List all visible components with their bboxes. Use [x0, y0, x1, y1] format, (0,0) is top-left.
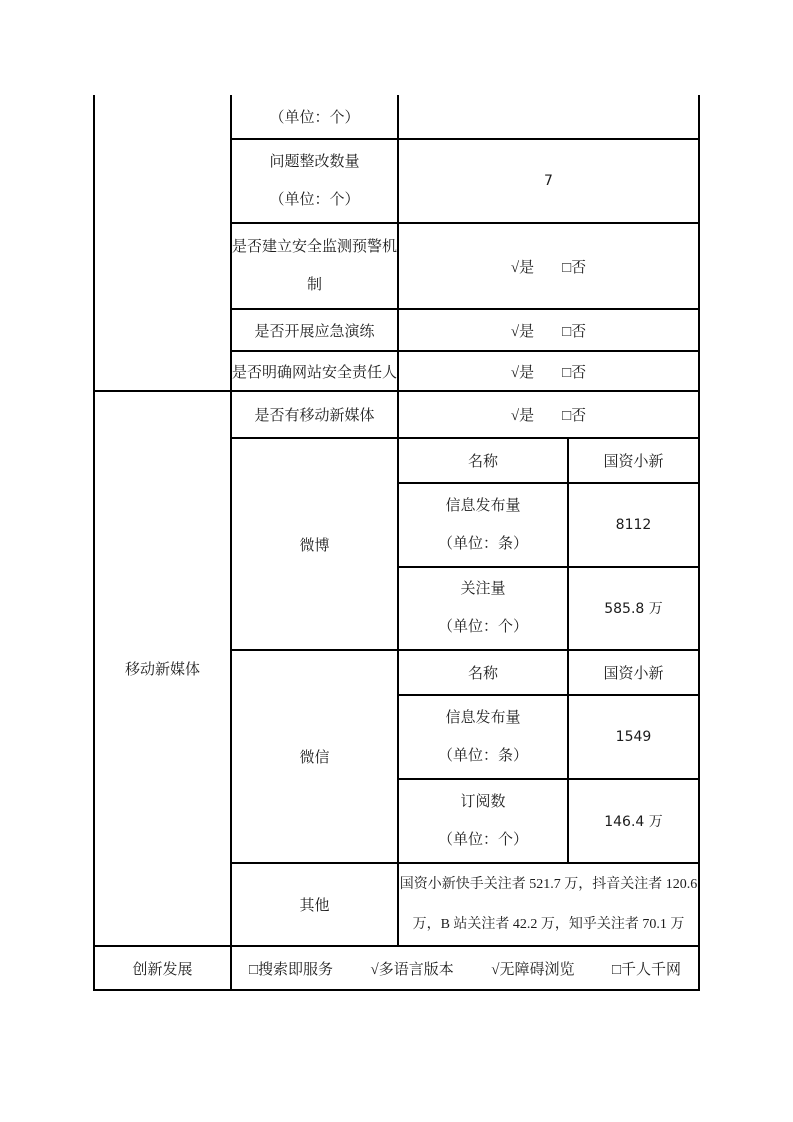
weibo-group — [232, 437, 698, 649]
table-row-weibo-name — [399, 439, 698, 482]
other-platforms-label: 其他 — [232, 864, 399, 945]
weibo-group-label: 微博 — [232, 439, 399, 649]
monitor-warning-value — [399, 224, 698, 308]
problem-rectify-label-line1: 问题整改数量 — [269, 154, 360, 170]
weibo-followers-value: 585.8 万 — [604, 601, 663, 618]
other-platforms-value-line2: 万，B 站关注者 42.2 万，知乎关注者 70.1 万 — [412, 916, 685, 932]
emergency-drill-value — [399, 310, 698, 350]
security-responsible-value — [399, 352, 698, 390]
has-mobile-media-label: 是否有移动新媒体 — [232, 392, 399, 437]
problem-rectify-label — [232, 140, 399, 222]
table-row-monitor-warning — [232, 222, 698, 308]
wechat-subscribers-label-line1: 订阅数 — [460, 793, 506, 810]
section-mobile-media — [95, 390, 698, 945]
checkbox-yes-checked: √是 — [510, 364, 535, 381]
table-row-weibo-publish — [399, 482, 698, 566]
weibo-publish-label-line2: （单位：条） — [437, 535, 528, 552]
wechat-group-label: 微信 — [232, 651, 399, 862]
weibo-publish-value: 8112 — [615, 516, 652, 533]
mobile-media-rows — [232, 392, 698, 945]
checkbox-yes-checked: √是 — [510, 323, 535, 340]
table-row-security-responsible — [232, 350, 698, 390]
mobile-media-section-header-cell: 移动新媒体 — [95, 392, 232, 945]
wechat-publish-label-line1: 信息发布量 — [445, 709, 521, 726]
wechat-subscribers-label-line2: （单位：个） — [437, 831, 528, 848]
innovation-options — [232, 947, 698, 989]
checkbox-no-unchecked: □否 — [562, 364, 587, 381]
table-row-problem-rectify-count — [232, 138, 698, 222]
problem-rectify-value: 7 — [544, 173, 553, 189]
wechat-publish-value: 1549 — [615, 728, 652, 745]
table-row-other-platforms — [232, 862, 698, 945]
other-platforms-value-line1: 国资小新快手关注者 521.7 万，抖音关注者 120.6 — [399, 876, 698, 892]
weibo-followers-label-line1: 关注量 — [460, 581, 506, 598]
annual-report-table — [93, 95, 700, 991]
emergency-drill-label: 是否开展应急演练 — [232, 310, 399, 350]
checkbox-option-search-service: □搜索即服务 — [249, 961, 334, 978]
problem-rectify-label-line2: （单位：个） — [269, 192, 360, 208]
table-row-wechat-publish — [399, 694, 698, 778]
table-row-unit-partial — [232, 95, 698, 138]
other-platforms-value — [399, 864, 698, 945]
wechat-name-label: 名称 — [399, 651, 569, 694]
checkbox-yes-checked: √是 — [510, 408, 535, 424]
wechat-rows — [399, 651, 698, 862]
weibo-name-value: 国资小新 — [603, 453, 664, 470]
section-security — [95, 95, 698, 390]
monitor-warning-label-line2: 制 — [306, 277, 322, 293]
unit-partial-value — [399, 95, 698, 138]
checkbox-yes-checked: √是 — [510, 259, 535, 276]
checkbox-option-accessibility: √无障碍浏览 — [491, 961, 575, 978]
monitor-warning-label-line1: 是否建立安全监测预警机 — [232, 239, 398, 255]
wechat-subscribers-value: 146.4 万 — [604, 813, 663, 830]
checkbox-option-personalized: □千人千网 — [611, 961, 681, 978]
checkbox-no-unchecked: □否 — [562, 323, 587, 340]
checkbox-no-unchecked: □否 — [562, 259, 587, 276]
weibo-followers-label — [399, 568, 569, 649]
innovation-section-header-cell: 创新发展 — [95, 947, 232, 989]
security-responsible-label: 是否明确网站安全责任人 — [232, 352, 399, 390]
wechat-subscribers-label — [399, 780, 569, 862]
wechat-publish-label-line2: （单位：条） — [437, 747, 528, 764]
table-row-weibo-followers — [399, 566, 698, 649]
unit-partial-label: （单位：个） — [232, 95, 399, 138]
table-row-wechat-subscribers — [399, 778, 698, 862]
wechat-name-value: 国资小新 — [603, 665, 664, 682]
section-innovation — [95, 945, 698, 989]
weibo-publish-label — [399, 484, 569, 566]
weibo-followers-label-line2: （单位：个） — [437, 619, 528, 636]
table-row-has-mobile-media — [232, 392, 698, 437]
table-row-wechat-name — [399, 651, 698, 694]
checkbox-option-multilingual: √多语言版本 — [370, 961, 454, 978]
weibo-rows — [399, 439, 698, 649]
weibo-name-label: 名称 — [399, 439, 569, 482]
security-section-header-cell — [95, 95, 232, 390]
wechat-group — [232, 649, 698, 862]
monitor-warning-label — [232, 224, 399, 308]
wechat-publish-label — [399, 696, 569, 778]
security-rows — [232, 95, 698, 390]
checkbox-no-unchecked: □否 — [562, 408, 587, 424]
has-mobile-media-value — [399, 392, 698, 437]
weibo-publish-label-line1: 信息发布量 — [445, 497, 521, 514]
table-row-emergency-drill — [232, 308, 698, 350]
